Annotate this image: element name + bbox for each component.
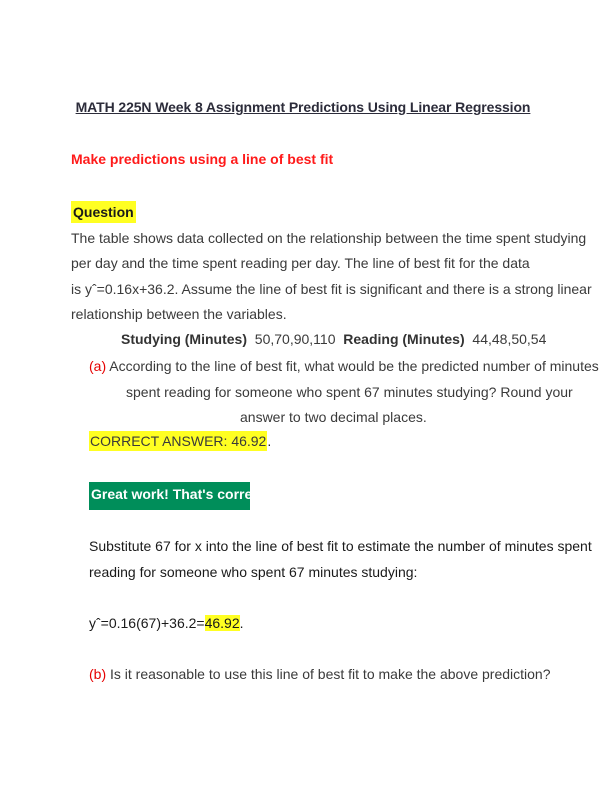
part-a-line: spent reading for someone who spent 67 minutes studying? Round your — [126, 384, 573, 400]
equation-result: 46.92 — [204, 615, 240, 631]
explanation-line: reading for someone who spent 67 minutes studying: — [89, 564, 418, 580]
question-text-line: relationship between the variables. — [71, 306, 287, 322]
studying-values: 50,70,90,110 — [254, 331, 336, 347]
section-subtitle: Make predictions using a line of best fit — [71, 151, 334, 167]
reading-label: Reading (Minutes) — [343, 331, 465, 347]
question-text-line: is yˆ=0.16x+36.2. Assume the line of best fit is significant and there is a strong linear — [71, 281, 592, 297]
equation-suffix: . — [239, 615, 244, 631]
correct-answer-suffix: . — [267, 433, 272, 449]
equation-line — [89, 614, 244, 632]
part-a-line: answer to two decimal places. — [240, 409, 427, 425]
part-a-marker: (a) — [89, 358, 107, 374]
correct-answer-line — [89, 432, 271, 450]
question-heading: Question — [71, 201, 136, 223]
part-b-marker: (b) — [89, 666, 107, 682]
part-a-line — [89, 357, 599, 375]
studying-label: Studying (Minutes) — [121, 331, 247, 347]
equation-prefix: yˆ=0.16(67)+36.2= — [89, 615, 205, 631]
correct-answer-highlight: CORRECT ANSWER: 46.92 — [90, 433, 267, 449]
part-b-line — [89, 665, 551, 683]
explanation-line: Substitute 67 for x into the line of best fit to estimate the number of minutes spent — [89, 538, 592, 554]
data-table-row — [121, 330, 546, 348]
question-text-line: The table shows data collected on the relationship between the time spent studying — [71, 230, 587, 246]
part-a-text: According to the line of best fit, what would be the predicted number of minutes — [109, 358, 599, 374]
part-b-text: Is it reasonable to use this line of best fit to make the above prediction? — [110, 666, 551, 682]
success-banner: Great work! That's correct. — [89, 482, 250, 510]
reading-values: 44,48,50,54 — [472, 331, 547, 347]
question-text-line: per day and the time spent reading per day. The line of best fit for the data — [71, 255, 530, 271]
page-title: MATH 225N Week 8 Assignment Predictions Using Linear Regression — [75, 99, 531, 115]
